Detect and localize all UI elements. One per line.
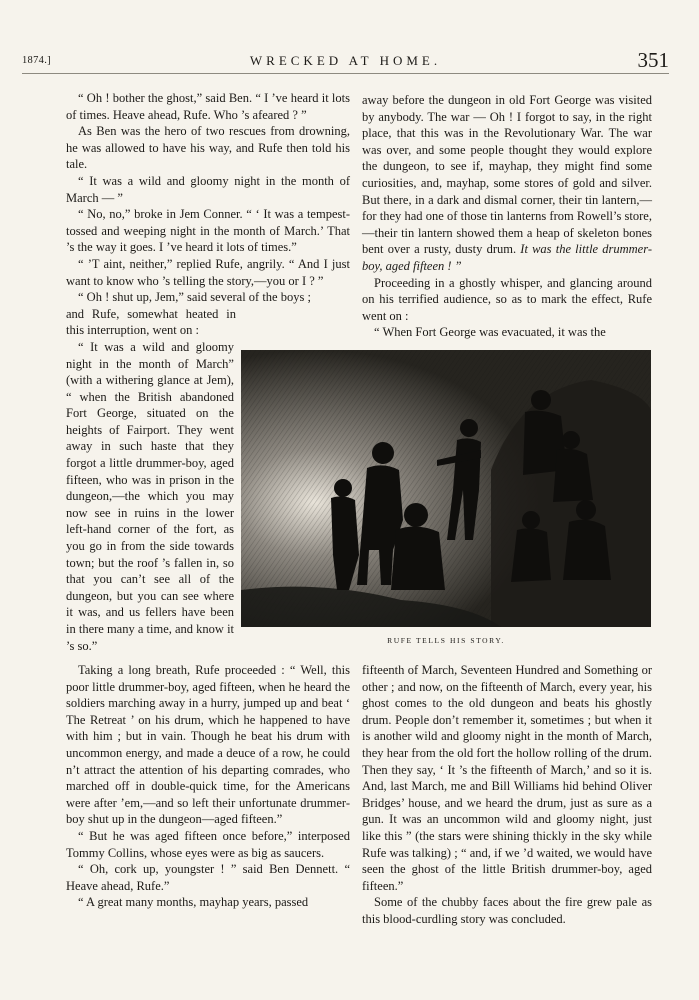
paragraph: “ Oh, cork up, youngster ! ” said Ben Dennett. “ Heave ahead, Rufe.” — [66, 862, 350, 893]
paragraph: “ A great many months, mayhap years, passed — [78, 895, 309, 910]
paragraph: “ It was a wild and gloomy night in the month of March” (with a withering glance at Jem), “ when the British abandoned Fort George, situated on the heights of Fairport. They went away in such haste that they forgot a little drummer-boy, aged fifteen, who was in prison in the dungeon,—the which you may now see in ruins in the lower left-hand corner of the fort, as you go in from the side towards town; but the roof ’s fallen in, so that you can’t see all of the dungeon, but you can see where it was, and us fellers have been in there many a time, and know it ’s so.” — [66, 339, 235, 653]
engraving-illustration — [241, 350, 651, 627]
italic-text: It was the little drummer-boy, aged fifteen ! ” — [362, 242, 653, 273]
paragraph: As Ben was the hero of two rescues from drowning, he was allowed to have his way, and Rufe then told his tale. — [66, 124, 350, 172]
paragraph-text: away before the dungeon in old Fort George was visited by anybody. The war — Oh ! I forgot to say, in the right place, that this was in the Revolutionary War. The war was over, and some people thought they would explore the dungeon, to see if, mayhap, they might find some curiosities, and, mayhap, some stores of gold and silver. But there, in a dark and dismal corner, their tin lantern,—for they had one of those tin lanterns from Rowell’s store,—their tin lantern showed them a heap of skeleton bones bent over a rusty, dusty drum. — [362, 93, 652, 257]
paragraph: Proceeding in a ghostly whisper, and glancing around on his terrified audience, so as to mark the effect, Rufe went on : — [362, 275, 652, 323]
paragraph: “ When Fort George was evacuated, it was the — [374, 325, 606, 340]
paragraph: Some of the chubby faces about the fire grew pale as this blood-curdling story was concluded. — [362, 895, 652, 926]
paragraph: “ Oh ! shut up, Jem,” said several of the boys ; — [78, 290, 311, 305]
illustration-caption: RUFE TELLS HIS STORY. — [387, 636, 505, 645]
left-column-bottom — [66, 662, 350, 911]
right-column — [362, 92, 652, 341]
paragraph: “ But he was aged fifteen once before,” interposed Tommy Collins, whose eyes were as big as saucers. — [66, 828, 350, 860]
campfire-scene-image — [241, 350, 651, 627]
paragraph: Taking a long breath, Rufe proceeded : “ Well, this poor little drummer-boy, aged fifteen, when he heard the soldiers marching away in a hurry, jumped up and beat ‘ The Retreat ’ on his drum, which he happened to have with him ; but in vain. Though he beat his drum with uncommon energy, and made a deuce of a row, he could n’t attract the attention of his departing comrades, who marched off in double-quick time, for the Americans were after ’em,—and so left their unfortunate drummer-boy shut up in the dungeon—aged fifteen.” — [66, 663, 350, 827]
paragraph: and Rufe, somewhat heated in this interruption, went on : — [66, 306, 236, 338]
header-date: 1874.] — [22, 55, 51, 66]
page-number: 351 — [637, 48, 669, 72]
paragraph: “ No, no,” broke in Jem Conner. “ ‘ It was a tempest-tossed and weeping night in the month of March.’ That ’s the way it goes. I ’ve heard it lots of times.” — [66, 207, 350, 255]
paragraph: “ ’T aint, neither,” replied Rufe, angrily. “ And I just want to know who ’s telling the story,—you or I ? ” — [66, 256, 350, 288]
header-title: WRECKED AT HOME. — [249, 53, 442, 68]
paragraph: “ It was a wild and gloomy night in the month of March — ” — [66, 173, 350, 205]
paragraph — [362, 92, 652, 275]
running-header — [22, 48, 669, 74]
header-rule — [22, 73, 669, 74]
right-column-bottom — [362, 662, 652, 928]
paragraph: fifteenth of March, Seventeen Hundred and Something or other ; and now, on the fifteenth of March, every year, his ghost comes to the old dungeon and beats his ghostly drum. People don’t remember it, sometimes ; but when it is another wild and gloomy night in the month of March, they hear from the old fort the hollow rolling of the drum. Then they say, ‘ It ’s the fifteenth of March,’ and so it is. And, last March, me and Bill Williams hid behind Oliver Bridges’ house, and we heard the drum, just as sure as a gun. It was an uncommon wild and gloomy night, just like this ” (the stars were shining thickly in the sky while Rufe was talking) ; “ and, if we ’d waited, we would have seen the ghost of the little British drummer-boy, aged fifteen.” — [362, 663, 652, 893]
paragraph: “ Oh ! bother the ghost,” said Ben. “ I ’ve heard it lots of times. Heave ahead, Rufe. Who ’s afeared ? ” — [66, 91, 350, 122]
